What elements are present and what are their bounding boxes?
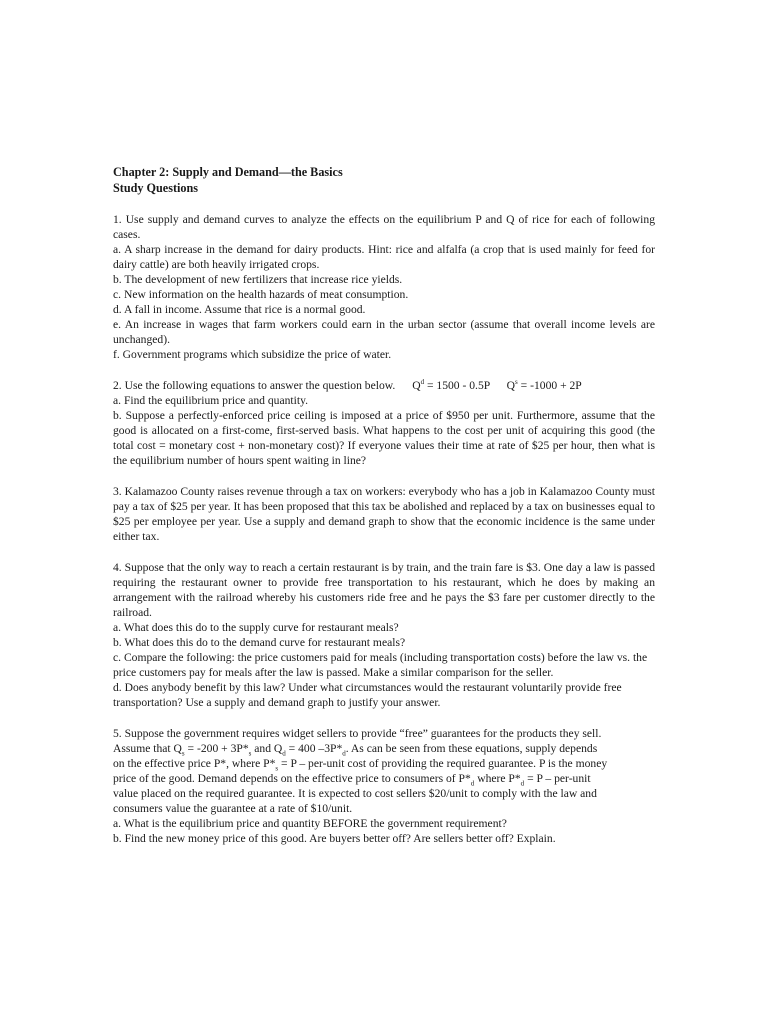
q5-line-5: value placed on the required guarantee. It is expected to cost sellers $20/unit to comply with the law and bbox=[113, 787, 597, 800]
question-4 bbox=[113, 560, 655, 710]
supply-equation: $Q^s = -1000 + 2P$ bbox=[506, 378, 582, 392]
q1-part-a: a. A sharp increase in the demand for dairy products. Hint: rice and alfalfa (a crop that is used mainly for feed for dairy cattle) are both heavily irrigated crops. bbox=[113, 243, 655, 271]
q2-intro-line bbox=[113, 378, 655, 393]
chapter-title: Chapter 2: Supply and Demand—the Basics bbox=[113, 165, 343, 179]
q1-part-f: f. Government programs which subsidize the price of water. bbox=[113, 348, 392, 361]
q1-part-b: b. The development of new fertilizers that increase rice yields. bbox=[113, 273, 403, 286]
q2-intro: 2. Use the following equations to answer the question below. bbox=[113, 379, 396, 392]
question-1 bbox=[113, 212, 655, 362]
q1-intro: 1. Use supply and demand curves to analyze the effects on the equilibrium P and Q of rice for each of following cases. bbox=[113, 213, 655, 241]
q5-line-4: price of the good. Demand depends on the effective price to consumers of $P*_d$ where $P*_d = P$ – per-unit bbox=[113, 772, 591, 788]
q1-part-d: d. A fall in income. Assume that rice is a normal good. bbox=[113, 303, 366, 316]
question-5 bbox=[113, 726, 655, 846]
q5-line-6: consumers value the guarantee at a rate of $10/unit. bbox=[113, 802, 353, 815]
q1-part-c: c. New information on the health hazards of meat consumption. bbox=[113, 288, 409, 301]
q2-part-a: a. Find the equilibrium price and quantity. bbox=[113, 394, 309, 407]
q5-line-1: 5. Suppose the government requires widget sellers to provide “free” guarantees for the products they sell. bbox=[113, 727, 602, 740]
q4-intro: 4. Suppose that the only way to reach a certain restaurant is by train, and the train fare is $3. One day a law is passed requiring the restaurant owner to provide free transportation to his restaurant, which he does by making an arrangement with the railroad whereby his customers ride free and he pays the $3 fare per customer directly to the railroad. bbox=[113, 561, 655, 619]
demand-equation: $Q^d = 1500 - 0.5P$ bbox=[412, 378, 490, 392]
q5-line-3: on the effective price P*, where $P*_s = P$ – per-unit cost of providing the required guarantee. P is the money bbox=[113, 757, 608, 773]
q3-text: 3. Kalamazoo County raises revenue through a tax on workers: everybody who has a job in Kalamazoo County must pay a tax of $25 per year. It has been proposed that this tax be abolished and replaced by a tax on businesses equal to $25 per employee per year. Use a supply and demand graph to show that the economic incidence is the same under either tax. bbox=[113, 485, 655, 543]
q5-part-b: b. Find the new money price of this good. Are buyers better off? Are sellers better off? Explain. bbox=[113, 832, 556, 845]
q4-part-d: d. Does anybody benefit by this law? Under what circumstances would the restaurant voluntarily provide free transportation? Use a supply and demand graph to justify your answer. bbox=[113, 681, 622, 709]
q4-part-b: b. What does this do to the demand curve for restaurant meals? bbox=[113, 636, 406, 649]
question-2 bbox=[113, 378, 655, 468]
document-body bbox=[113, 164, 655, 846]
q1-part-e: e. An increase in wages that farm workers could earn in the urban sector (assume that overall income levels are unchanged). bbox=[113, 318, 655, 346]
q4-part-a: a. What does this do to the supply curve for restaurant meals? bbox=[113, 621, 399, 634]
q5-part-a: a. What is the equilibrium price and quantity BEFORE the government requirement? bbox=[113, 817, 507, 830]
section-subtitle: Study Questions bbox=[113, 181, 199, 195]
question-3 bbox=[113, 484, 655, 544]
q5-line-2: Assume that $Q_s = -200 + 3P*_s$ and $Q_d = 400$ $-3P*_d$. As can be seen from these equations, supply depends bbox=[113, 742, 598, 758]
q2-part-b: b. Suppose a perfectly-enforced price ceiling is imposed at a price of $950 per unit. Furthermore, assume that the good is allocated on a first-come, first-served basis. What happens to the cost per unit of acquiring this good (the total cost = monetary cost + non-monetary cost)? If everyone values their time at rate of $25 per hour, then what is the equilibrium number of hours spent waiting in line? bbox=[113, 409, 655, 467]
q4-part-c: c. Compare the following: the price customers paid for meals (including transportation costs) before the law vs. the price customers pay for meals after the law is passed. Make a similar comparison for the seller. bbox=[113, 651, 648, 679]
